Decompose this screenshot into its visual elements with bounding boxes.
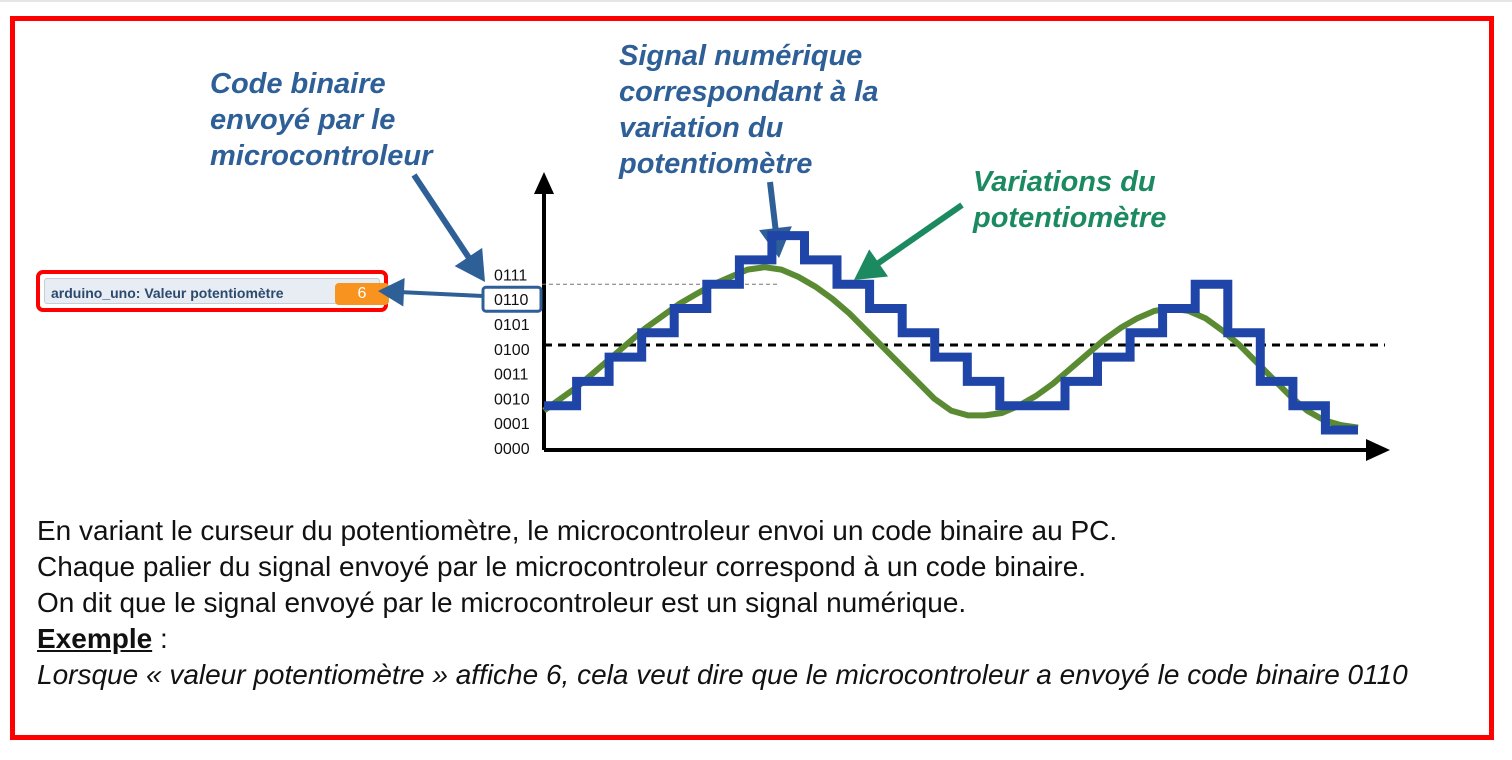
analog-curve-group — [544, 267, 1358, 427]
example-title: Exemple — [37, 623, 153, 654]
annotation-line: Variations du — [973, 166, 1156, 198]
y-tick-label: 0110 — [494, 292, 529, 310]
widget-label: arduino_uno: Valeur potentiomètre — [51, 285, 284, 301]
annotation-line: Signal numérique — [619, 40, 863, 72]
arrow-to-widget-head — [378, 278, 405, 307]
annotation-line: variation du — [619, 112, 784, 144]
y-tick-label: 0000 — [494, 441, 530, 458]
y-axis-arrowhead — [534, 172, 554, 194]
annotation-line: microcontroleur — [210, 140, 433, 172]
y-tick-label: 0111 — [494, 267, 528, 285]
example-colon: : — [152, 623, 168, 654]
annotation-line: correspondant à la — [619, 76, 879, 108]
example-body: Lorsque « valeur potentiomètre » affiche 6, cela veut dire que le microcontroleur a envoyé le code binaire 0110 — [37, 659, 1408, 690]
digital-signal-steps — [544, 236, 1358, 430]
annotation-arrows — [378, 175, 962, 310]
arrow-to-widget-shaft — [401, 292, 483, 296]
y-tick-label: 0101 — [494, 317, 530, 334]
y-tick-labels — [483, 267, 541, 458]
arrow-variations-shaft — [876, 205, 962, 265]
y-tick-label: 0010 — [494, 391, 530, 409]
annotation-line: potentiomètre — [619, 148, 813, 180]
x-axis-arrowhead — [1366, 439, 1390, 461]
annotation-line: envoyé par le — [210, 104, 396, 136]
y-tick-label: 0100 — [494, 341, 530, 359]
annotation-line: Code binaire — [210, 68, 386, 100]
arrow-code-binaire-shaft — [414, 175, 470, 260]
annotation-line: potentiomètre — [973, 202, 1167, 234]
arrow-code-binaire-head — [455, 248, 485, 282]
y-tick-label: 0001 — [494, 416, 530, 434]
digital-steps-group — [544, 236, 1358, 430]
example-heading — [37, 621, 1477, 657]
paragraph-line: On dit que le signal envoyé par le microcontroleur est un signal numérique. — [37, 587, 967, 618]
paragraph-line: En variant le curseur du potentiomètre, le microcontroleur envoi un code binaire au PC. — [37, 515, 1118, 546]
y-tick-label: 0011 — [494, 366, 529, 384]
paragraph-line: Chaque palier du signal envoyé par le microcontroleur correspond à un code binaire. — [37, 551, 1087, 582]
widget-value-badge: 6 — [335, 283, 389, 305]
explanation-text — [37, 513, 1477, 693]
analog-potentiometer-curve — [544, 267, 1358, 427]
arrow-variations-head — [854, 249, 888, 280]
arrow-signal-numerique-shaft — [770, 182, 776, 231]
